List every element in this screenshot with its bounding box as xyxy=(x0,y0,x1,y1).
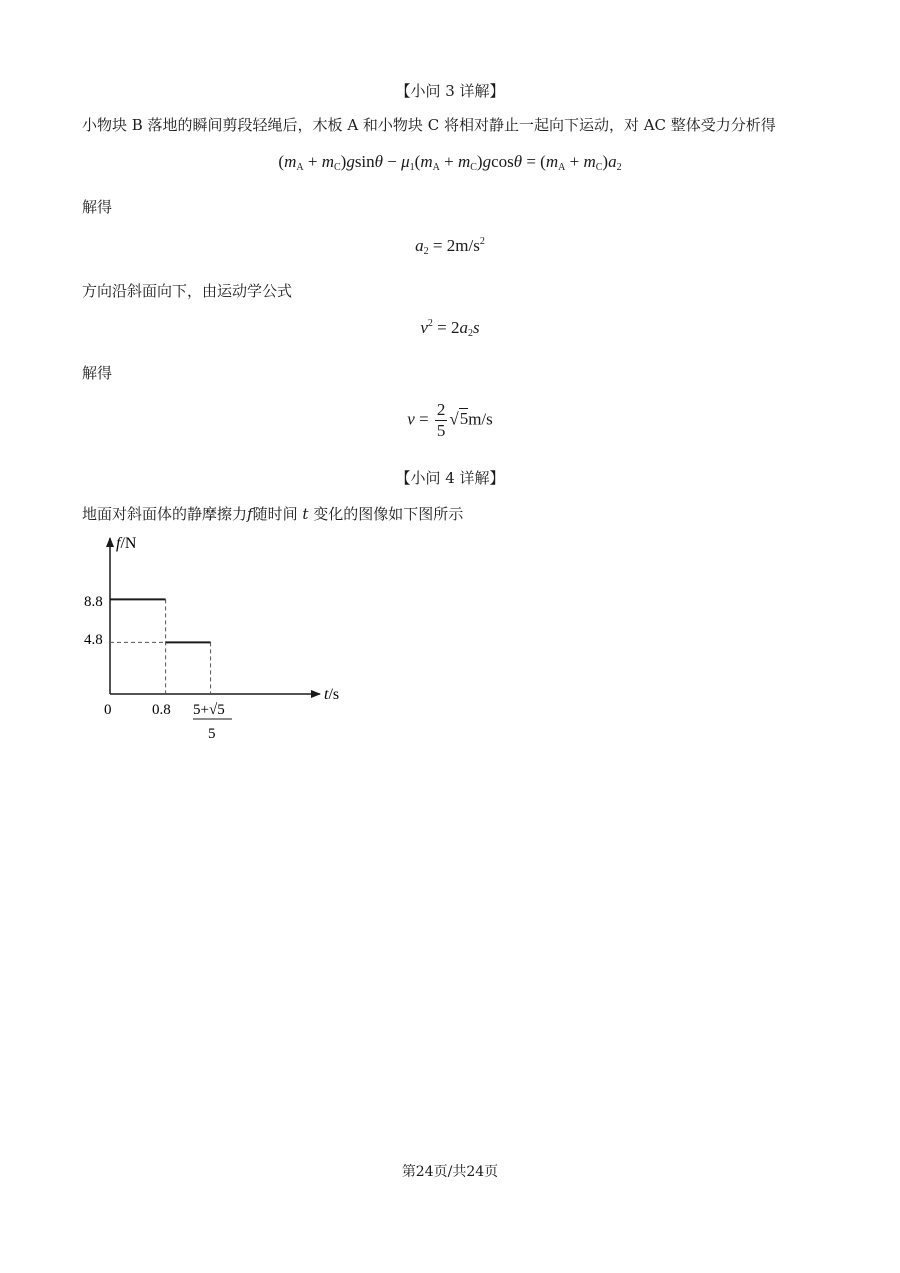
intro-part-b: 随时间 xyxy=(252,505,298,523)
origin-label: 0 xyxy=(104,702,112,718)
equation-force-balance: $(m_A + m_C)gsin\theta - \mu_1(m_A + m_C)gcos\theta = (m_A + m_C)a_2$ xyxy=(278,152,622,173)
y-tick-label-4-8: 4.8 xyxy=(84,632,103,648)
page-footer: 第24页/共24页 xyxy=(401,1164,499,1180)
direction-text: 方向沿斜面向下，由运动学公式 xyxy=(82,282,293,300)
section-3-heading: 【小问 3 详解】 xyxy=(395,82,505,100)
x-tick-fraction-numerator: 5+√5 xyxy=(193,702,225,718)
intro-part-c: 变化的图像如下图所示 xyxy=(313,505,464,523)
y-tick-label-8-8: 8.8 xyxy=(84,594,103,610)
x-axis-label: t/s xyxy=(324,686,340,703)
x-tick-label-0-8: 0.8 xyxy=(152,702,171,718)
intro-var-f: f xyxy=(247,505,253,523)
equation-velocity: v = $\frac{2}{5}$ √5m/s xyxy=(407,400,493,440)
equation-acceleration: $a_2 = 2m/s^2$ xyxy=(415,236,485,257)
section-4-heading: 【小问 4 详解】 xyxy=(395,469,505,487)
section-3-intro: 小物块 B 落地的瞬间剪段轻绳后，木板 A 和小物块 C 将相对静止一起向下运动，对 AC 整体受力分析得 xyxy=(82,116,776,134)
x-tick-fraction-denominator: 5 xyxy=(208,726,216,742)
solve-label-1: 解得 xyxy=(82,198,113,216)
intro-var-t: t xyxy=(302,505,309,523)
solve-label-2: 解得 xyxy=(82,364,113,382)
intro-part-a: 地面对斜面体的静摩擦力 xyxy=(82,505,248,523)
equation-kinematics: $v^2 = 2a_2s$ xyxy=(420,318,480,339)
y-axis-label: f/N xyxy=(116,535,137,552)
